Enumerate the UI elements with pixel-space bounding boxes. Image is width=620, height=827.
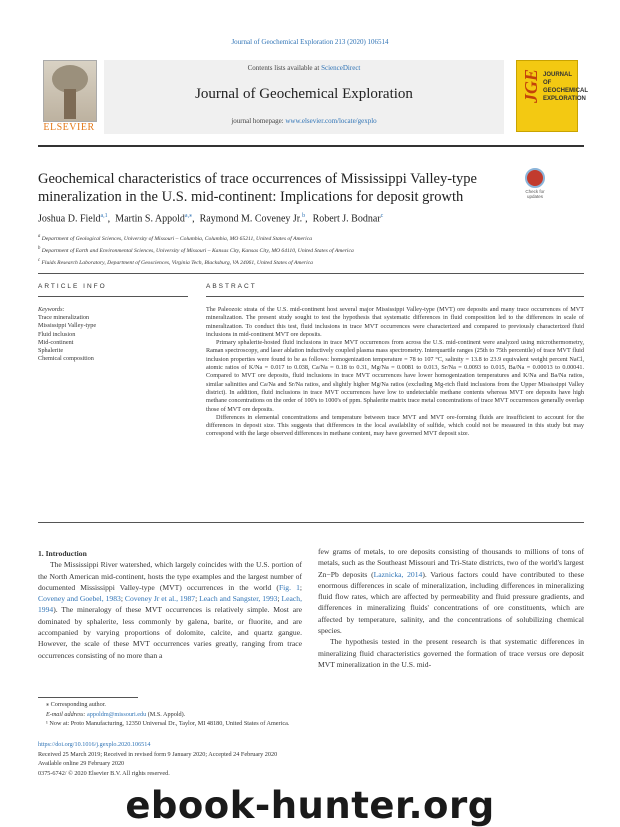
elsevier-logo[interactable] xyxy=(38,60,100,134)
author-name[interactable]: Robert J. Bodnar xyxy=(312,213,381,225)
keyword-item: Chemical composition xyxy=(38,355,94,363)
affiliation-mark: a xyxy=(38,234,41,239)
tree-emblem-icon xyxy=(43,60,97,122)
author-affil-mark[interactable]: b xyxy=(302,213,306,219)
abstract-paragraph: Primary sphalerite-hosted fluid inclusions in trace MVT occurrences from across the U.S. mid-continent were analyzed using microthermometry, Raman spectroscopy, and laser ablation inductively coupled plasma mass spectrometry. Interquartile ranges (25th to 75th percentile) of trace MVT fluid inclusion properties were found to be as follows: homogenization temperature = 78 to 107 °C, salinity = 13.8 to 23.9 equivalent weight percent NaCl, atomic ratios of K/Na = 0.017 to 0.038, Ca/Na = 0.18 to 0.31, Mg/Na = 0.0081 to 0.013, Sr/Na = 0.0093 to 0.015, Ba/Na = 0.00013 to 0.00041. Compared to MVT ore deposits, fluid inclusions in trace MVT occurrences have lower homogenization temperatures and K/Na and Ba/Na ratios, similar salinities and Ca/Na and Sr/Na ratios, and slightly higher Mg/Na ratios (excluding Mg-rich fluid inclusions from the Upper Mississippi Valley district). In addition, fluid inclusions in trace MVT occurrences have low to undetectable methane contents whereas MVT ore deposits have high methane concentrations on the order of 100's to 1000's of ppm. Sphalerite matrix trace metal concentrations of trace MVT occurrences generally overlap those of MVT ore deposits. xyxy=(206,339,584,413)
homepage-prefix: journal homepage: xyxy=(231,117,286,125)
header-divider xyxy=(38,145,584,147)
homepage-link[interactable]: www.elsevier.com/locate/gexplo xyxy=(285,117,377,125)
intro-paragraph: few grams of metals, to ore deposits consisting of thousands to millions of tons of metals, such as the Southeast Missouri and Tri-State districts, two of the world's largest Zn−Pb deposits (Laznicka, 2014). Various factors could have contributed to these enormous differences in scale of mineralization, including differences in mineralizing fluid flow rates, which are affected by permeability and fluid pressure gradients, and differences in mineralizing fluids' concentrations of ore constituents, which are affected by temperature, salinity, and the concentrations of solubilizing chemical species. xyxy=(318,547,584,636)
citation-ref[interactable]: Leach and Sangster, 1993 xyxy=(199,594,278,604)
affiliation-item xyxy=(38,232,584,244)
journal-cover[interactable] xyxy=(516,60,588,132)
cover-title: JOURNAL OF GEOCHEMICAL EXPLORATION xyxy=(543,72,588,102)
abstract-underline xyxy=(206,296,584,297)
cover-abbrev: JGE xyxy=(521,69,541,104)
affiliation-list xyxy=(38,232,584,268)
affiliation-item xyxy=(38,244,584,256)
keyword-item: Trace mineralization xyxy=(38,314,90,322)
info-divider xyxy=(38,273,584,274)
keyword-item: Mississippi Valley-type xyxy=(38,322,97,330)
citation-ref[interactable]: Leach, 1994 xyxy=(38,594,302,615)
contents-line xyxy=(104,64,504,72)
email-note: E-mail address: appoldm@missouri.edu (M.S. Appold). xyxy=(46,710,186,718)
keyword-item: Fluid inclusion xyxy=(38,330,76,338)
journal-title: Journal of Geochemical Exploration xyxy=(195,86,413,102)
citation-ref[interactable]: Laznicka, 2014 xyxy=(373,569,423,579)
email-link[interactable]: appoldm@missouri.edu xyxy=(87,710,147,718)
affiliation-mark: b xyxy=(38,245,41,251)
article-info-heading: ARTICLE INFO xyxy=(38,283,107,290)
footnotes xyxy=(38,700,584,729)
publication-info xyxy=(38,740,584,778)
footnote-divider xyxy=(38,697,138,698)
author-name[interactable]: Martin S. Appold xyxy=(115,213,185,225)
intro-right-column xyxy=(318,546,584,670)
affiliation-text: Fluids Research Laboratory, Department of Geosciences, Virginia Tech, Blacksburg, VA 24061, United States of America xyxy=(41,259,313,266)
received-dates: Received 25 March 2019; Received in revised form 9 January 2020; Accepted 24 February 2020 xyxy=(38,750,278,758)
author-affil-mark[interactable]: c xyxy=(380,213,384,219)
abstract-heading: ABSTRACT xyxy=(206,283,257,290)
doi-link[interactable]: https://doi.org/10.1016/j.gexplo.2020.106514 xyxy=(38,741,151,748)
citation-ref[interactable]: Coveney Jr et al., 1987 xyxy=(124,594,196,604)
crossmark-label: Check for updates xyxy=(525,189,545,199)
intro-paragraph: The hypothesis tested in the present research is that systematic differences in mineralizing fluid characteristics governed the formation of trace versus ore deposit MVT mineralization in the U.S. mid- xyxy=(318,637,584,669)
corresponding-note: ⁎ Corresponding author. xyxy=(46,701,106,708)
abstract-end-divider xyxy=(38,522,584,523)
copyright: 0375-6742/ © 2020 Elsevier B.V. All rights reserved. xyxy=(38,769,170,777)
article-title: Geochemical characteristics of trace occurrences of Mississippi Valley-type mineralization in the U.S. mid-continent: Implications for deposit growth xyxy=(38,171,477,205)
keyword-item: Sphalerite xyxy=(38,347,64,355)
keywords-block xyxy=(38,306,188,363)
abstract-body xyxy=(206,306,584,439)
abstract-paragraph: The Paleozoic strata of the U.S. mid-continent host several major Mississippi Valley-type (MVT) ore deposits and many trace occurrences of MVT mineralization. The present study sought to test the hypothesis that systematic differences in fluid composition led to the differences in scale of mineralization. To conduct this test, fluid inclusions in trace MVT occurrences were characterized and compared to previously characterized fluid inclusions in mid-continent MVT ore deposits. xyxy=(206,306,584,338)
affiliation-text: Department of Geological Sciences, University of Missouri – Columbia, Columbia, MO 65211, United States of America xyxy=(41,235,313,242)
affiliation-text: Department of Earth and Environmental Sciences, University of Missouri – Kansas City, Kansas City, MO 64110, United States of America xyxy=(41,247,354,254)
keywords-label: Keywords: xyxy=(38,306,65,313)
author-affil-mark[interactable]: a,1 xyxy=(100,213,108,219)
crossmark-icon xyxy=(525,168,545,188)
intro-paragraph: The Mississippi River watershed, which largely coincides with the U.S. portion of the North American mid-continent, hosts the type examples and the largest number of documented Mississippi Valley-type (MVT) occurrences in the world (Fig. 1; Coveney and Goebel, 1983; Coveney Jr et al., 1987; Leach and Sangster, 1993; Leach, 1994). The mineralogy of these MVT occurrences is relatively simple. Most are dominated by sphalerite, less commonly by galena, barite, or fluorite, and are accompanied by varying proportions of dolomite, calcite, and quartz gangue. However, the scale of these MVT occurrences varies greatly, ranging from trace occurrences consisting of no more than a xyxy=(38,560,302,660)
affiliation-item xyxy=(38,256,584,268)
sciencedirect-link[interactable]: ScienceDirect xyxy=(321,64,361,72)
homepage-line xyxy=(104,117,504,125)
abstract-paragraph: Differences in elemental concentrations and temperature between trace MVT and MVT ore-forming fluids are insufficient to account for the differences in deposit size. This suggests that differences in the local availability of sulfide, which could not be measured in this study but may correspond with the large observed differences in methane content, may have governed MVT deposit size. xyxy=(206,413,584,438)
author-affil-mark[interactable]: a,⁎ xyxy=(184,213,193,219)
figure-ref[interactable]: Fig. 1 xyxy=(278,582,300,592)
author-name[interactable]: Raymond M. Coveney Jr. xyxy=(199,213,303,225)
contents-prefix: Contents lists available at xyxy=(247,64,322,72)
publisher-name: ELSEVIER xyxy=(43,122,95,133)
journal-banner xyxy=(104,60,504,134)
author-list: Joshua D. Field$^{a,1}$, Martin S. Appold$^{a,⁎}$, Raymond M. Coveney Jr.$^b$, Robert J. Bodnar$^c$ xyxy=(38,213,384,225)
journal-citation[interactable]: Journal of Geochemical Exploration 213 (2020) 106514 xyxy=(231,38,389,46)
info-underline xyxy=(38,296,188,297)
affiliation-note: ¹ Now at: Proto Manufacturing, 12350 Universal Dr., Taylor, MI 48180, United States of America. xyxy=(46,720,290,727)
journal-header xyxy=(38,60,588,138)
section-heading: 1. Introduction xyxy=(38,549,87,558)
citation-ref[interactable]: Coveney and Goebel, 1983 xyxy=(38,594,121,604)
keyword-item: Mid-continent xyxy=(38,338,74,346)
online-date: Available online 29 February 2020 xyxy=(38,760,125,768)
intro-left-column xyxy=(38,548,302,661)
affiliation-mark: c xyxy=(38,257,41,263)
author-name[interactable]: Joshua D. Field xyxy=(38,213,101,225)
watermark: ebook-hunter.org xyxy=(125,784,495,827)
crossmark-badge[interactable] xyxy=(522,168,548,202)
